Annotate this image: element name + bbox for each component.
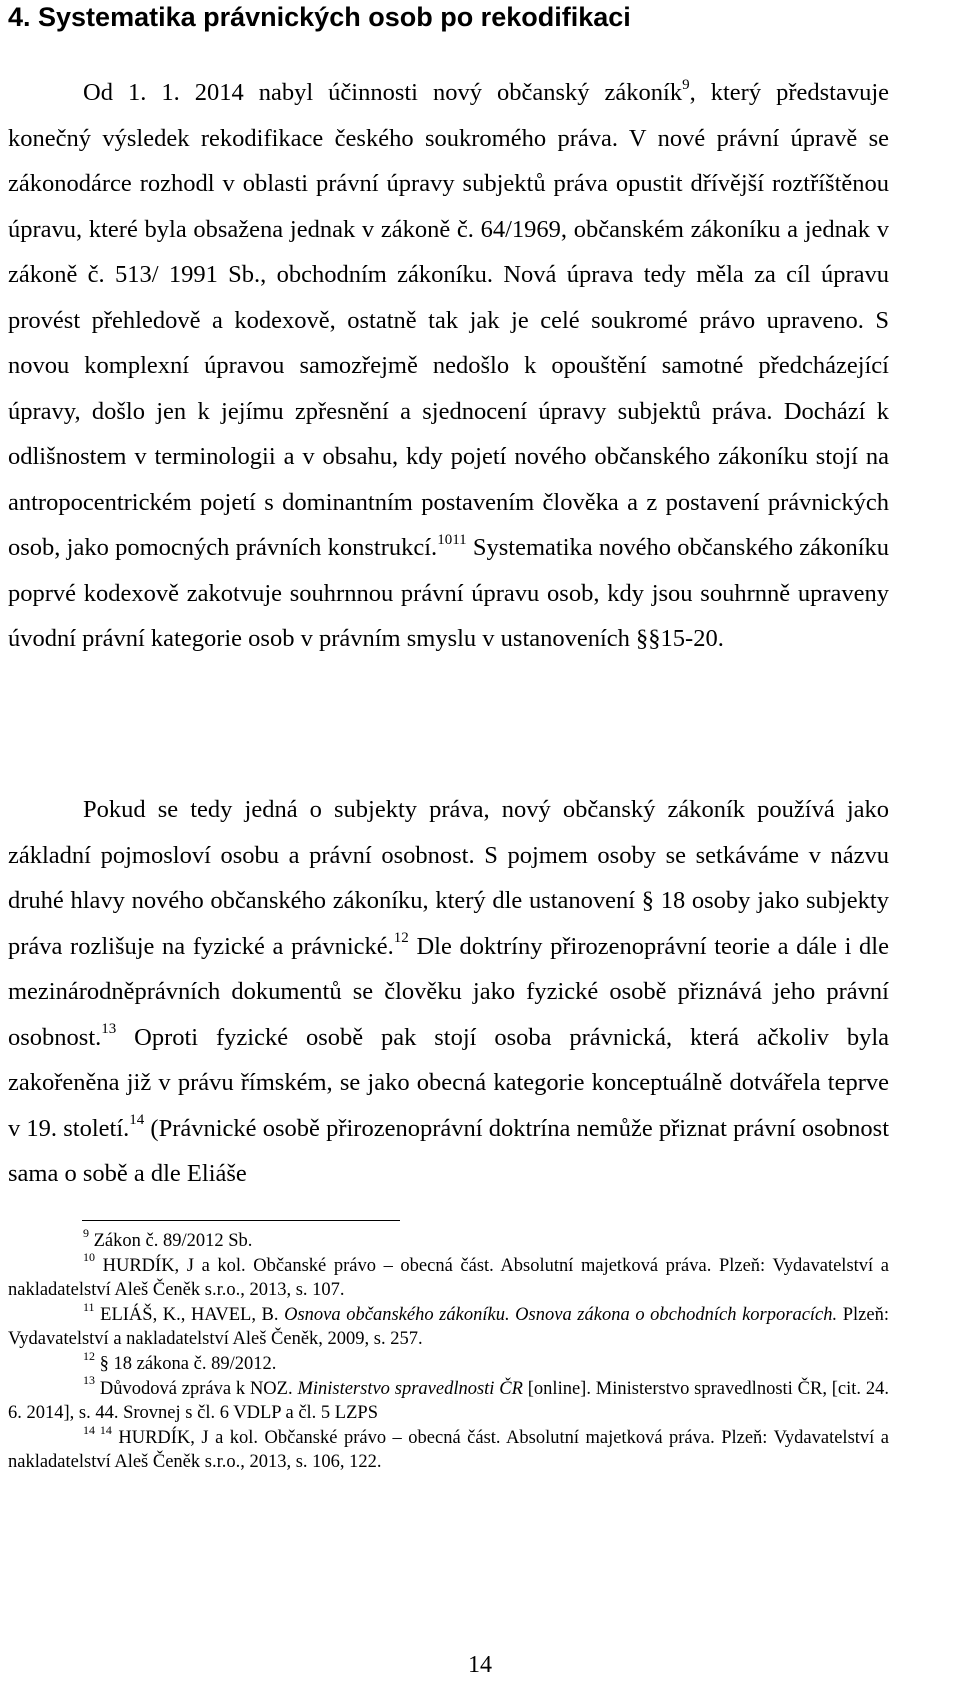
footnote-14 [8,1422,889,1475]
footnote-ref-1011[interactable]: 1011 [437,531,467,548]
paragraph-1-text-a: Od 1. 1. 2014 nabyl účinnosti nový občanský zákoník [83,79,683,106]
footnote-ref-9[interactable]: 9 [682,76,690,93]
footnote-ref-12[interactable]: 12 [393,930,409,947]
footnote-13-title: Ministerstvo spravedlnosti ČR [297,1378,523,1399]
paragraph-2-text-d: (Právnické osobě přirozenoprávní doktrína nemůže přiznat právní osobnost sama o sobě a dle Eliáše [8,1114,889,1187]
paragraph-1-text-b: , který představuje konečný výsledek rekodifikace českého soukromého práva. V nové právní úpravě se zákonodárce rozhodl v oblasti právní úpravy subjektů práva opustit dřívější roztříštěnou úpravu, které byla obsažena jednak v zákoně č. 64/1969, občanském zákoníku a jednak v zákoně č. 513/ 1991 Sb., obchodním zákoníku. Nová úprava tedy měla za cíl úpravu provést přehledově a kodexově, ostatně tak jak je celé soukromé právo upraveno. S novou komplexní úpravou samozřejmě nedošlo k opouštění samotné předcházející úpravy, došlo jen k jejímu zpřesnění a sjednocení úpravy subjektů práva. Dochází k odlišnostem v terminologii a v obsahu, kdy pojetí nového občanského zákoníku stojí na antropocentrickém pojetí s dominantním postavením člověka a z postavení právnických osob, jako pomocných právních konstrukcí. [8,79,889,561]
footnote-mark-9: 9 [83,1225,89,1240]
footnote-separator [82,1220,400,1221]
paragraph-2-text-a: Pokud se tedy jedná o subjekty práva, nový občanský zákoník používá jako základní pojmosloví osobu a právní osobnost. S pojmem osoby se setkáváme v názvu druhé hlavy nového občanského zákoníku, který dle ustanovení § 18 osoby jako subjekty práva rozlišuje na fyzické a právnické. [8,796,889,960]
footnote-13 [8,1373,890,1426]
footnote-9-text: Zákon č. 89/2012 Sb. [89,1231,253,1251]
footnote-9 [8,1225,889,1254]
footnote-mark-13: 13 [83,1373,95,1388]
page-number: 14 [468,1652,492,1678]
footnote-10 [8,1250,889,1303]
footnote-12-text: § 18 zákona č. 89/2012. [95,1353,277,1374]
chapter-heading: 4. Systematika právnických osob po rekodifikaci [8,2,631,32]
paragraph-2-text-c: Oproti fyzické osobě pak stojí osoba právnická, která ačkoliv byla zakořeněna již v právu římském, se jako obecná kategorie konceptuálně dotvářela teprve v 19. století. [8,1023,889,1142]
footnote-11-text-a: ELIÁŠ, K., HAVEL, B. [94,1304,285,1325]
footnote-13-text-a: Důvodová zpráva k NOZ. [95,1378,298,1399]
footnote-11-text-c: Plzeň: Vydavatelství a nakladatelství Aleš Čeněk, 2009, s. 257. [8,1304,889,1350]
footnote-ref-14[interactable]: 14 [129,1112,145,1129]
footnote-13-text-c: [online]. Ministerstvo spravedlnosti ČR, [cit. 24. 6. 2014], s. 44. Srovnej s čl. 6 VDLP a čl. 5 LZPS [8,1378,890,1424]
paragraph-2-text-b: Dle doktríny přirozenoprávní teorie a dále i dle mezinárodněprávních dokumentů se člověku jako fyzické osobě přiznává jeho právní osobnost. [8,932,889,1051]
footnotes-section [8,1225,890,1475]
footnote-10-text: HURDÍK, J a kol. Občanské právo – obecná část. Absolutní majetková práva. Plzeň: Vydavatelství a nakladatelství Aleš Čeněk s.r.o., 2013, s. 107. [8,1255,889,1301]
footnote-mark-10: 10 [83,1250,95,1265]
paragraph-1-text-c: Systematika nového občanského zákoníku poprvé kodexově zakotvuje souhrnnou právní úpravu osob, kdy jsou souhrnně upraveny úvodní právní kategorie osob v právním smyslu v ustanoveních §§15-20. [8,534,889,652]
footnote-11-title: Osnova občanského zákoníku. Osnova zákona o obchodních korporacích. [284,1304,838,1325]
footnote-11 [8,1299,889,1352]
footnote-12 [8,1348,889,1377]
footnote-mark-14: 14 14 [83,1422,112,1437]
footnote-mark-11: 11 [83,1299,95,1314]
paragraph-1 [8,70,889,662]
footnote-14-text: HURDÍK, J a kol. Občanské právo – obecná část. Absolutní majetková práva. Plzeň: Vydavatelství a nakladatelství Aleš Čeněk s.r.o., 2013, s. 106, 122. [8,1427,889,1473]
footnote-mark-12: 12 [83,1348,95,1363]
paragraph-2 [8,787,889,1197]
footnote-ref-13[interactable]: 13 [101,1021,117,1038]
